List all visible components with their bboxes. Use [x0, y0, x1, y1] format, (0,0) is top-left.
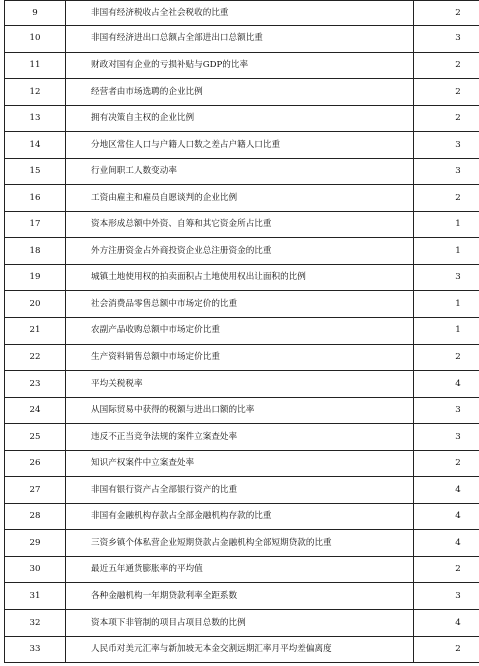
indicator-name-cell: 从国际贸易中获得的税额与进出口额的比率 — [66, 397, 414, 424]
weight-cell: 3 — [414, 583, 479, 610]
indicator-name-cell: 资本形成总额中外资、自筹和其它资金所占比重 — [66, 211, 414, 238]
indicator-name-cell: 非国有银行资产占全部银行资产的比重 — [66, 477, 414, 504]
indicator-name-cell: 非国有金融机构存款占全部金融机构存款的比重 — [66, 503, 414, 530]
table-row — [5, 530, 479, 557]
weight-cell: 2 — [414, 344, 479, 371]
row-number-cell: 15 — [5, 158, 66, 185]
weight-cell: 2 — [414, 556, 479, 583]
row-number-cell: 25 — [5, 424, 66, 451]
row-number-cell: 21 — [5, 318, 66, 345]
table-row — [5, 291, 479, 318]
weight-cell: 1 — [414, 318, 479, 345]
weight-cell: 3 — [414, 132, 479, 159]
weight-cell: 3 — [414, 397, 479, 424]
weight-cell: 2 — [414, 185, 479, 212]
row-number-cell: 31 — [5, 583, 66, 610]
table-row — [5, 636, 479, 663]
indicator-name-cell: 分地区常住人口与户籍人口数之差占户籍人口比重 — [66, 132, 414, 159]
row-number-cell: 20 — [5, 291, 66, 318]
table-row — [5, 503, 479, 530]
row-number-cell: 9 — [5, 1, 66, 26]
weight-cell: 2 — [414, 105, 479, 132]
table-row — [5, 610, 479, 637]
indicator-name-cell: 生产资料销售总额中市场定价比重 — [66, 344, 414, 371]
indicator-table — [4, 0, 479, 663]
weight-cell: 2 — [414, 79, 479, 106]
row-number-cell: 24 — [5, 397, 66, 424]
indicator-name-cell: 拥有决策自主权的企业比例 — [66, 105, 414, 132]
table-row — [5, 132, 479, 159]
indicator-name-cell: 财政对国有企业的亏损补贴与GDP的比率 — [66, 52, 414, 79]
weight-cell: 4 — [414, 530, 479, 557]
indicator-name-cell: 违反不正当竞争法规的案件立案查处率 — [66, 424, 414, 451]
table-row — [5, 477, 479, 504]
table-row — [5, 52, 479, 79]
weight-cell: 2 — [414, 450, 479, 477]
table-row — [5, 424, 479, 451]
row-number-cell: 23 — [5, 371, 66, 398]
table-row — [5, 344, 479, 371]
row-number-cell: 33 — [5, 636, 66, 663]
row-number-cell: 19 — [5, 264, 66, 291]
table-row — [5, 583, 479, 610]
weight-cell: 3 — [414, 264, 479, 291]
weight-cell: 1 — [414, 291, 479, 318]
indicator-name-cell: 经营者由市场选聘的企业比例 — [66, 79, 414, 106]
weight-cell: 4 — [414, 477, 479, 504]
row-number-cell: 27 — [5, 477, 66, 504]
weight-cell: 2 — [414, 1, 479, 26]
table-row — [5, 450, 479, 477]
row-number-cell: 12 — [5, 79, 66, 106]
row-number-cell: 30 — [5, 556, 66, 583]
row-number-cell: 28 — [5, 503, 66, 530]
table-row — [5, 211, 479, 238]
weight-cell: 4 — [414, 371, 479, 398]
row-number-cell: 14 — [5, 132, 66, 159]
table-row — [5, 79, 479, 106]
indicator-name-cell: 知识产权案件中立案查处率 — [66, 450, 414, 477]
table-row — [5, 185, 479, 212]
weight-cell: 2 — [414, 636, 479, 663]
indicator-name-cell: 非国有经济税收占全社会税收的比重 — [66, 1, 414, 26]
row-number-cell: 11 — [5, 52, 66, 79]
indicator-name-cell: 农副产品收购总额中市场定价比重 — [66, 318, 414, 345]
indicator-name-cell: 非国有经济进出口总额占全部进出口总额比重 — [66, 26, 414, 53]
weight-cell: 3 — [414, 424, 479, 451]
row-number-cell: 17 — [5, 211, 66, 238]
table-row — [5, 158, 479, 185]
table-row — [5, 1, 479, 26]
table-row — [5, 26, 479, 53]
weight-cell: 1 — [414, 238, 479, 265]
indicator-name-cell: 三资乡镇个体私营企业短期贷款占金融机构全部短期贷款的比重 — [66, 530, 414, 557]
indicator-name-cell: 行业间职工人数变动率 — [66, 158, 414, 185]
row-number-cell: 13 — [5, 105, 66, 132]
row-number-cell: 26 — [5, 450, 66, 477]
table-row — [5, 371, 479, 398]
indicator-name-cell: 社会消费品零售总额中市场定价的比重 — [66, 291, 414, 318]
weight-cell: 2 — [414, 52, 479, 79]
indicator-name-cell: 平均关税税率 — [66, 371, 414, 398]
indicator-name-cell: 人民币对美元汇率与新加坡无本金交割远期汇率月平均差偏离度 — [66, 636, 414, 663]
weight-cell: 1 — [414, 211, 479, 238]
row-number-cell: 22 — [5, 344, 66, 371]
weight-cell: 3 — [414, 158, 479, 185]
row-number-cell: 10 — [5, 26, 66, 53]
table-row — [5, 556, 479, 583]
table-row — [5, 105, 479, 132]
row-number-cell: 18 — [5, 238, 66, 265]
row-number-cell: 16 — [5, 185, 66, 212]
row-number-cell: 29 — [5, 530, 66, 557]
indicator-name-cell: 城镇土地使用权的拍卖面积占土地使用权出让面积的比例 — [66, 264, 414, 291]
row-number-cell: 32 — [5, 610, 66, 637]
table-row — [5, 264, 479, 291]
indicator-name-cell: 工资由雇主和雇员自愿谈判的企业比例 — [66, 185, 414, 212]
indicator-table-body — [5, 1, 479, 663]
indicator-name-cell: 最近五年通货膨胀率的平均值 — [66, 556, 414, 583]
indicator-name-cell: 资本项下非管制的项目占项目总数的比例 — [66, 610, 414, 637]
table-row — [5, 318, 479, 345]
table-row — [5, 238, 479, 265]
indicator-name-cell: 各种金融机构一年期贷款利率全距系数 — [66, 583, 414, 610]
weight-cell: 3 — [414, 26, 479, 53]
weight-cell: 4 — [414, 503, 479, 530]
indicator-name-cell: 外方注册资金占外商投资企业总注册资金的比重 — [66, 238, 414, 265]
table-row — [5, 397, 479, 424]
weight-cell: 4 — [414, 610, 479, 637]
